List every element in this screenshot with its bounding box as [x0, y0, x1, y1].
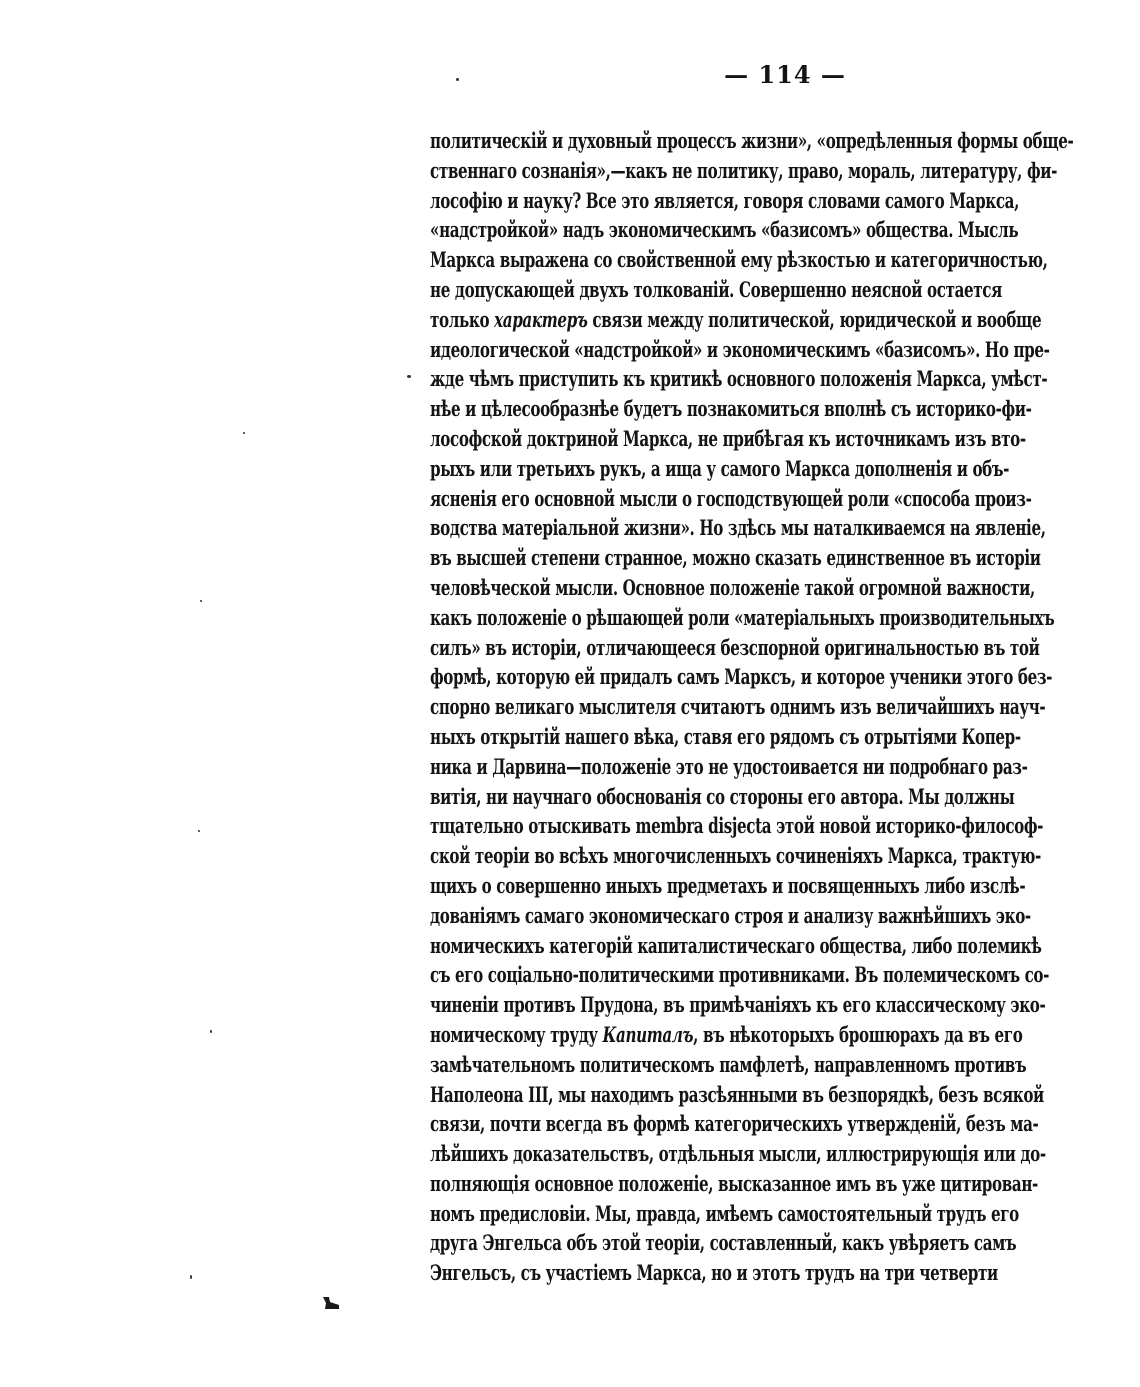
text-line: человѣческой мысли. Основное положеніе такой огромной важности,: [430, 574, 1035, 600]
text-line: не допускающей двухъ толкованій. Совершенно неясной остается: [430, 276, 1002, 302]
text-line: номъ предисловіи. Мы, правда, имѣемъ самостоятельный трудъ его: [430, 1200, 1019, 1226]
text-line: друга Энгельса объ этой теоріи, составленный, какъ увѣряетъ самъ: [430, 1230, 1017, 1256]
text-line: политическій и духовный процессъ жизни», «опредѣленныя формы обще-: [430, 128, 1074, 153]
text-line: съ его соціально-политическими противниками. Въ полемическомъ со-: [430, 962, 1050, 988]
text-line: чиненіи противъ Прудона, въ примѣчаніяхъ къ его классическому эко-: [430, 992, 1046, 1018]
text-line: «надстройкой» надъ экономическимъ «базисомъ» общества. Мысль: [430, 217, 1019, 243]
text-line: ныхъ открытій нашего вѣка, ставя его рядомъ съ отрытіями Копер-: [430, 723, 1021, 749]
text-line: связи, почти всегда въ формѣ категорическихъ утвержденій, безъ ма-: [430, 1111, 1039, 1137]
text-line: ника и Дарвина—положеніе это не удостоивается ни подробнаго раз-: [430, 753, 1028, 779]
text-line: силъ» въ исторіи, отличающееся безспорной оригинальностью въ той: [430, 634, 1040, 660]
ink-blot-mark: [322, 1296, 340, 1310]
text-line: дованіямъ самаго экономическаго строя и анализу важнѣйшихъ эко-: [430, 902, 1031, 928]
text-line: спорно великаго мыслителя считаютъ однимъ изъ величайшихъ науч-: [430, 694, 1046, 720]
italic-term: характеръ: [494, 306, 588, 332]
text-line: только характеръ связи между политической, юридической и вообще: [430, 306, 1042, 332]
page-number-header: — 114 —: [724, 60, 846, 89]
print-speck: [198, 830, 200, 832]
text-line: ственнаго сознанія»,—какъ не политику, право, мораль, литературу, фи-: [430, 157, 1057, 183]
text-line: рыхъ или третьихъ рукъ, а ища у самого Маркса дополненія и объ-: [430, 455, 1010, 481]
text-line: полняющія основное положеніе, высказанное имъ въ уже цитирован-: [430, 1170, 1038, 1196]
text-line: формѣ, которую ей придалъ самъ Марксъ, и которое ученики этого без-: [430, 664, 1053, 690]
text-line: замѣчательномъ политическомъ памфлетѣ, направленномъ противъ: [430, 1051, 1027, 1077]
text-line: Наполеона III, мы находимъ разсѣянными въ безпорядкѣ, безъ всякой: [430, 1081, 1044, 1107]
italic-term: Капиталъ: [602, 1021, 694, 1047]
print-speck: [407, 375, 411, 378]
text-line: лѣйшихъ доказательствъ, отдѣльныя мысли, иллюстрирующія или до-: [430, 1141, 1046, 1167]
text-line: лософію и науку? Все это является, говоря словами самого Маркса,: [430, 187, 1020, 213]
text-line: витія, ни научнаго обоснованія со стороны его автора. Мы должны: [430, 783, 1015, 809]
text-line: Энгельсъ, съ участіемъ Маркса, но и этотъ трудъ на три четверти: [430, 1260, 998, 1286]
print-speck: [456, 78, 459, 81]
body-text: [430, 126, 1140, 1326]
text-line: номическому труду Капиталъ, въ нѣкоторыхъ брошюрахъ да въ его: [430, 1021, 1023, 1047]
print-speck: [243, 432, 245, 434]
text-line: номическихъ категорій капиталистическаго общества, либо полемикѣ: [430, 932, 1042, 958]
text-line: нѣе и цѣлесообразнѣе будетъ познакомиться вполнѣ съ историко-фи-: [430, 396, 1032, 422]
text-line: ской теоріи во всѣхъ многочисленныхъ сочиненіяхъ Маркса, трактую-: [430, 843, 1041, 869]
text-line: въ высшей степени странное, можно сказать единственное въ исторіи: [430, 545, 1041, 571]
text-line: идеологической «надстройкой» и экономическимъ «базисомъ». Но пре-: [430, 336, 1050, 362]
text-line: какъ положеніе о рѣшающей роли «матеріальныхъ производительныхъ: [430, 604, 1055, 630]
text-line: ясненія его основной мысли о господствующей роли «способа произ-: [430, 485, 1032, 511]
text-line: лософской доктриной Маркса, не прибѣгая къ источникамъ изъ вто-: [430, 425, 1026, 451]
print-speck: [190, 1275, 192, 1279]
text-line: жде чѣмъ приступить къ критикѣ основного положенія Маркса, умѣст-: [430, 366, 1048, 392]
text-line: Маркса выражена со свойственной ему рѣзкостью и категоричностью,: [430, 247, 1048, 273]
print-speck: [200, 600, 202, 602]
text-line: щихъ о совершенно иныхъ предметахъ и посвященныхъ либо изслѣ-: [430, 872, 1026, 898]
print-speck: [210, 1030, 212, 1033]
text-line: водства матеріальной жизни». Но здѣсь мы наталкиваемся на явленіе,: [430, 515, 1046, 541]
text-line: тщательно отыскивать membra disjecta этой новой историко-философ-: [430, 813, 1044, 839]
